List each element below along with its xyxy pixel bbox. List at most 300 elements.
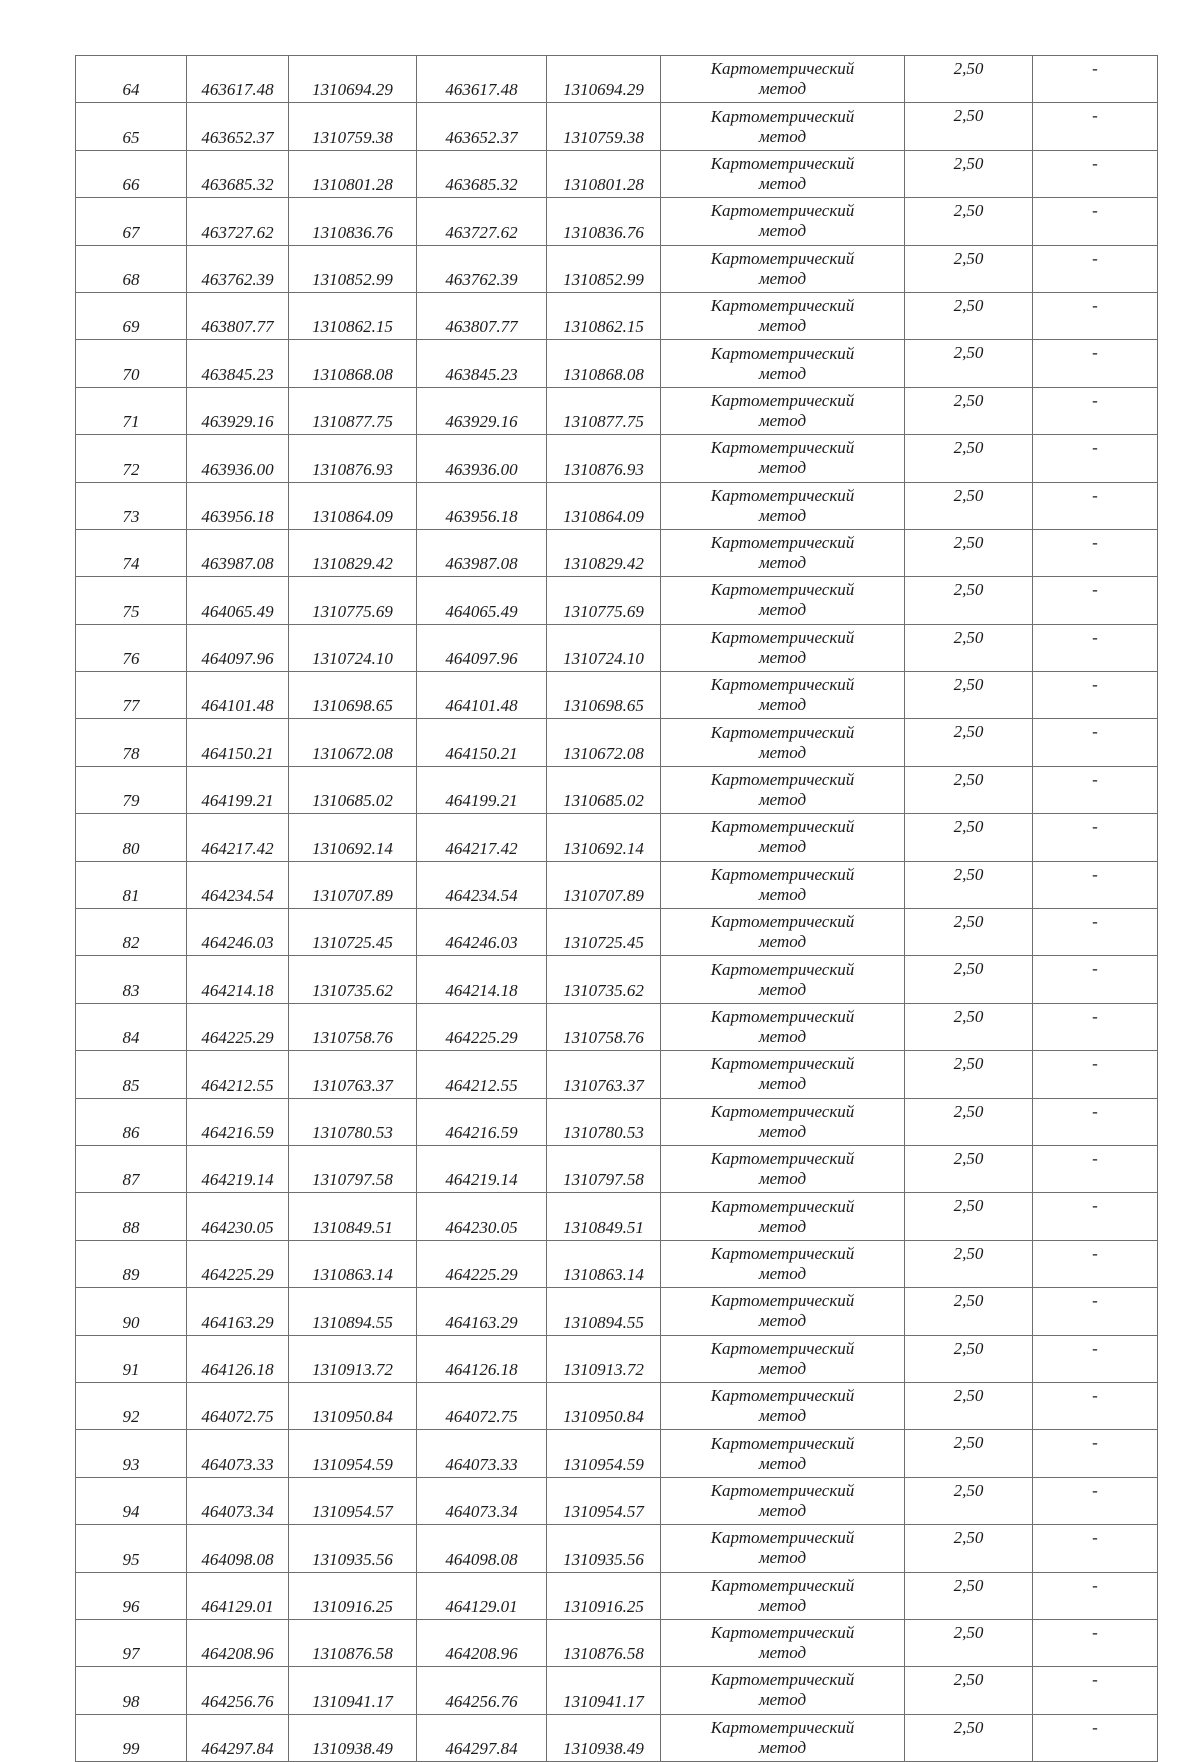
point-number-cell: 74	[76, 529, 187, 576]
method-cell	[661, 1288, 905, 1335]
note-cell: -	[1033, 909, 1158, 956]
precision-cell: 2,50	[905, 956, 1033, 1003]
specified-x-cell: 464216.59	[417, 1098, 547, 1145]
method-cell	[661, 1335, 905, 1382]
specified-x-cell: 464217.42	[417, 814, 547, 861]
method-label-continued: метод	[758, 1216, 807, 1236]
table-row	[76, 1240, 1158, 1287]
precision-cell: 2,50	[905, 672, 1033, 719]
method-label-continued: метод	[758, 553, 807, 573]
method-label-continued: метод	[758, 1500, 807, 1520]
method-label-continued: метод	[758, 316, 807, 336]
precision-cell: 2,50	[905, 1051, 1033, 1098]
method-label-continued: метод	[758, 221, 807, 241]
existing-x-cell: 464234.54	[187, 861, 289, 908]
method-label-continued: метод	[758, 1406, 807, 1426]
specified-x-cell: 463956.18	[417, 482, 547, 529]
point-number-cell: 93	[76, 1430, 187, 1477]
specified-y-cell: 1310672.08	[547, 719, 661, 766]
method-label: Картометрический	[710, 817, 855, 837]
note-cell: -	[1033, 1098, 1158, 1145]
method-label: Картометрический	[710, 1149, 855, 1169]
specified-x-cell: 464225.29	[417, 1240, 547, 1287]
table-row	[76, 1572, 1158, 1619]
precision-cell: 2,50	[905, 577, 1033, 624]
point-number-cell: 86	[76, 1098, 187, 1145]
method-label: Картометрический	[710, 722, 855, 742]
note-cell: -	[1033, 245, 1158, 292]
method-cell	[661, 766, 905, 813]
precision-cell: 2,50	[905, 529, 1033, 576]
precision-cell: 2,50	[905, 1098, 1033, 1145]
precision-cell: 2,50	[905, 435, 1033, 482]
existing-x-cell: 463727.62	[187, 198, 289, 245]
method-label-continued: метод	[758, 410, 807, 430]
specified-x-cell: 464225.29	[417, 1003, 547, 1050]
existing-y-cell: 1310877.75	[289, 387, 417, 434]
point-number-cell: 95	[76, 1525, 187, 1572]
table-row	[76, 1477, 1158, 1524]
table-row	[76, 292, 1158, 339]
method-label: Картометрический	[710, 59, 855, 79]
existing-y-cell: 1310894.55	[289, 1288, 417, 1335]
method-label-continued: метод	[758, 1027, 807, 1046]
specified-x-cell: 464208.96	[417, 1619, 547, 1666]
existing-y-cell: 1310725.45	[289, 909, 417, 956]
point-number-cell: 87	[76, 1145, 187, 1192]
method-cell	[661, 245, 905, 292]
method-label: Картометрический	[710, 912, 855, 932]
method-label: Картометрический	[710, 959, 855, 979]
existing-y-cell: 1310864.09	[289, 482, 417, 529]
existing-y-cell: 1310780.53	[289, 1098, 417, 1145]
note-cell: -	[1033, 103, 1158, 150]
note-cell: -	[1033, 1145, 1158, 1192]
table-row	[76, 1193, 1158, 1240]
table-row	[76, 482, 1158, 529]
note-cell: -	[1033, 1477, 1158, 1524]
method-label: Картометрический	[710, 580, 855, 600]
table-row	[76, 340, 1158, 387]
method-cell	[661, 529, 905, 576]
method-cell	[661, 340, 905, 387]
table-row	[76, 861, 1158, 908]
specified-y-cell: 1310950.84	[547, 1382, 661, 1429]
method-label: Картометрический	[710, 1528, 855, 1548]
table-row	[76, 245, 1158, 292]
existing-y-cell: 1310954.57	[289, 1477, 417, 1524]
method-cell	[661, 624, 905, 671]
existing-x-cell: 464126.18	[187, 1335, 289, 1382]
existing-y-cell: 1310941.17	[289, 1667, 417, 1714]
existing-x-cell: 463845.23	[187, 340, 289, 387]
method-cell	[661, 577, 905, 624]
method-label-continued: метод	[758, 363, 807, 383]
method-label-continued: метод	[758, 505, 807, 525]
precision-cell: 2,50	[905, 387, 1033, 434]
existing-x-cell: 463762.39	[187, 245, 289, 292]
specified-y-cell: 1310758.76	[547, 1003, 661, 1050]
table-row	[76, 1525, 1158, 1572]
method-label: Картометрический	[710, 485, 855, 505]
point-number-cell: 97	[76, 1619, 187, 1666]
method-cell	[661, 1193, 905, 1240]
table-row	[76, 1145, 1158, 1192]
specified-y-cell: 1310877.75	[547, 387, 661, 434]
existing-x-cell: 463652.37	[187, 103, 289, 150]
point-number-cell: 71	[76, 387, 187, 434]
precision-cell: 2,50	[905, 56, 1033, 103]
specified-x-cell: 463727.62	[417, 198, 547, 245]
point-number-cell: 99	[76, 1714, 187, 1761]
method-label-continued: метод	[758, 647, 807, 667]
point-number-cell: 84	[76, 1003, 187, 1050]
existing-x-cell: 463617.48	[187, 56, 289, 103]
method-label: Картометрический	[710, 1196, 855, 1216]
table-row	[76, 577, 1158, 624]
method-label: Картометрический	[710, 1670, 855, 1690]
existing-x-cell: 464101.48	[187, 672, 289, 719]
method-label: Картометрический	[710, 296, 855, 316]
table-row	[76, 1430, 1158, 1477]
precision-cell: 2,50	[905, 292, 1033, 339]
method-label-continued: метод	[758, 1548, 807, 1568]
point-number-cell: 89	[76, 1240, 187, 1287]
specified-y-cell: 1310938.49	[547, 1714, 661, 1761]
existing-y-cell: 1310868.08	[289, 340, 417, 387]
precision-cell: 2,50	[905, 624, 1033, 671]
existing-y-cell: 1310672.08	[289, 719, 417, 766]
method-label-continued: метод	[758, 1690, 807, 1710]
method-cell	[661, 1382, 905, 1429]
existing-y-cell: 1310935.56	[289, 1525, 417, 1572]
specified-x-cell: 464072.75	[417, 1382, 547, 1429]
method-cell	[661, 387, 905, 434]
existing-x-cell: 463987.08	[187, 529, 289, 576]
table-body	[76, 56, 1158, 1762]
table-row	[76, 672, 1158, 719]
point-number-cell: 77	[76, 672, 187, 719]
specified-x-cell: 464163.29	[417, 1288, 547, 1335]
existing-y-cell: 1310876.58	[289, 1619, 417, 1666]
specified-x-cell: 464246.03	[417, 909, 547, 956]
point-number-cell: 73	[76, 482, 187, 529]
existing-y-cell: 1310707.89	[289, 861, 417, 908]
note-cell: -	[1033, 56, 1158, 103]
note-cell: -	[1033, 814, 1158, 861]
method-cell	[661, 292, 905, 339]
precision-cell: 2,50	[905, 719, 1033, 766]
point-number-cell: 67	[76, 198, 187, 245]
method-cell	[661, 103, 905, 150]
precision-cell: 2,50	[905, 1619, 1033, 1666]
note-cell: -	[1033, 624, 1158, 671]
specified-x-cell: 464214.18	[417, 956, 547, 1003]
point-number-cell: 79	[76, 766, 187, 813]
method-label-continued: метод	[758, 742, 807, 762]
note-cell: -	[1033, 1382, 1158, 1429]
point-number-cell: 91	[76, 1335, 187, 1382]
specified-y-cell: 1310852.99	[547, 245, 661, 292]
method-label-continued: метод	[758, 1643, 807, 1663]
note-cell: -	[1033, 198, 1158, 245]
precision-cell: 2,50	[905, 1667, 1033, 1714]
existing-x-cell: 464150.21	[187, 719, 289, 766]
existing-x-cell: 464230.05	[187, 1193, 289, 1240]
existing-x-cell: 464246.03	[187, 909, 289, 956]
point-number-cell: 78	[76, 719, 187, 766]
method-cell	[661, 1477, 905, 1524]
method-label: Картометрический	[710, 438, 855, 458]
method-cell	[661, 198, 905, 245]
note-cell: -	[1033, 1003, 1158, 1050]
method-cell	[661, 719, 905, 766]
specified-x-cell: 463762.39	[417, 245, 547, 292]
specified-y-cell: 1310876.93	[547, 435, 661, 482]
specified-x-cell: 464073.33	[417, 1430, 547, 1477]
table-row	[76, 1714, 1158, 1761]
method-label-continued: метод	[758, 1358, 807, 1378]
method-label-continued: метод	[758, 1595, 807, 1615]
method-label: Картометрический	[710, 1101, 855, 1121]
method-label-continued: метод	[758, 1121, 807, 1141]
existing-x-cell: 463936.00	[187, 435, 289, 482]
existing-x-cell: 464225.29	[187, 1003, 289, 1050]
point-number-cell: 80	[76, 814, 187, 861]
point-number-cell: 68	[76, 245, 187, 292]
existing-x-cell: 463807.77	[187, 292, 289, 339]
method-cell	[661, 150, 905, 197]
precision-cell: 2,50	[905, 909, 1033, 956]
method-cell	[661, 909, 905, 956]
existing-x-cell: 464256.76	[187, 1667, 289, 1714]
specified-y-cell: 1310954.59	[547, 1430, 661, 1477]
note-cell: -	[1033, 956, 1158, 1003]
precision-cell: 2,50	[905, 1240, 1033, 1287]
existing-y-cell: 1310692.14	[289, 814, 417, 861]
method-cell	[661, 1525, 905, 1572]
method-label: Картометрический	[710, 343, 855, 363]
method-label-continued: метод	[758, 79, 807, 99]
point-number-cell: 69	[76, 292, 187, 339]
precision-cell: 2,50	[905, 1477, 1033, 1524]
existing-y-cell: 1310801.28	[289, 150, 417, 197]
method-cell	[661, 1145, 905, 1192]
table-row	[76, 1382, 1158, 1429]
specified-x-cell: 464073.34	[417, 1477, 547, 1524]
point-number-cell: 96	[76, 1572, 187, 1619]
specified-x-cell: 464199.21	[417, 766, 547, 813]
existing-y-cell: 1310950.84	[289, 1382, 417, 1429]
method-label: Картометрический	[710, 1480, 855, 1500]
table-row	[76, 909, 1158, 956]
coordinates-table	[75, 55, 1158, 1762]
point-number-cell: 90	[76, 1288, 187, 1335]
existing-x-cell: 464225.29	[187, 1240, 289, 1287]
note-cell: -	[1033, 1335, 1158, 1382]
existing-x-cell: 464199.21	[187, 766, 289, 813]
existing-y-cell: 1310916.25	[289, 1572, 417, 1619]
note-cell: -	[1033, 150, 1158, 197]
specified-y-cell: 1310763.37	[547, 1051, 661, 1098]
point-number-cell: 94	[76, 1477, 187, 1524]
method-label: Картометрический	[710, 1386, 855, 1406]
specified-x-cell: 463685.32	[417, 150, 547, 197]
table-row	[76, 719, 1158, 766]
existing-y-cell: 1310724.10	[289, 624, 417, 671]
specified-x-cell: 464230.05	[417, 1193, 547, 1240]
method-label: Картометрический	[710, 1291, 855, 1311]
existing-y-cell: 1310694.29	[289, 56, 417, 103]
method-label: Картометрический	[710, 201, 855, 221]
existing-y-cell: 1310863.14	[289, 1240, 417, 1287]
method-label-continued: метод	[758, 126, 807, 146]
note-cell: -	[1033, 1572, 1158, 1619]
method-label: Картометрический	[710, 106, 855, 126]
note-cell: -	[1033, 1430, 1158, 1477]
specified-x-cell: 464065.49	[417, 577, 547, 624]
specified-y-cell: 1310724.10	[547, 624, 661, 671]
point-number-cell: 65	[76, 103, 187, 150]
note-cell: -	[1033, 1714, 1158, 1761]
existing-y-cell: 1310836.76	[289, 198, 417, 245]
note-cell: -	[1033, 1240, 1158, 1287]
point-number-cell: 98	[76, 1667, 187, 1714]
specified-y-cell: 1310863.14	[547, 1240, 661, 1287]
method-label: Картометрический	[710, 390, 855, 410]
method-label-continued: метод	[758, 932, 807, 952]
method-label: Картометрический	[710, 248, 855, 268]
point-number-cell: 88	[76, 1193, 187, 1240]
table-row	[76, 1619, 1158, 1666]
specified-x-cell: 464097.96	[417, 624, 547, 671]
specified-y-cell: 1310707.89	[547, 861, 661, 908]
existing-x-cell: 464219.14	[187, 1145, 289, 1192]
method-label: Картометрический	[710, 627, 855, 647]
precision-cell: 2,50	[905, 1193, 1033, 1240]
existing-x-cell: 464216.59	[187, 1098, 289, 1145]
specified-x-cell: 464212.55	[417, 1051, 547, 1098]
specified-y-cell: 1310694.29	[547, 56, 661, 103]
method-cell	[661, 814, 905, 861]
specified-y-cell: 1310849.51	[547, 1193, 661, 1240]
precision-cell: 2,50	[905, 1003, 1033, 1050]
existing-x-cell: 464097.96	[187, 624, 289, 671]
method-label: Картометрический	[710, 1243, 855, 1263]
precision-cell: 2,50	[905, 814, 1033, 861]
existing-x-cell: 464212.55	[187, 1051, 289, 1098]
table-row	[76, 1098, 1158, 1145]
specified-y-cell: 1310868.08	[547, 340, 661, 387]
existing-y-cell: 1310735.62	[289, 956, 417, 1003]
specified-y-cell: 1310864.09	[547, 482, 661, 529]
specified-y-cell: 1310801.28	[547, 150, 661, 197]
method-label-continued: метод	[758, 1169, 807, 1189]
specified-x-cell: 464150.21	[417, 719, 547, 766]
table-row	[76, 1003, 1158, 1050]
existing-x-cell: 464217.42	[187, 814, 289, 861]
method-label: Картометрический	[710, 1007, 855, 1026]
point-number-cell: 72	[76, 435, 187, 482]
table-row	[76, 387, 1158, 434]
existing-y-cell: 1310759.38	[289, 103, 417, 150]
specified-x-cell: 463987.08	[417, 529, 547, 576]
existing-x-cell: 464073.33	[187, 1430, 289, 1477]
specified-y-cell: 1310685.02	[547, 766, 661, 813]
table-row	[76, 624, 1158, 671]
method-label-continued: метод	[758, 458, 807, 478]
existing-y-cell: 1310829.42	[289, 529, 417, 576]
existing-y-cell: 1310849.51	[289, 1193, 417, 1240]
note-cell: -	[1033, 340, 1158, 387]
existing-y-cell: 1310913.72	[289, 1335, 417, 1382]
point-number-cell: 82	[76, 909, 187, 956]
specified-y-cell: 1310698.65	[547, 672, 661, 719]
method-label: Картометрический	[710, 864, 855, 884]
specified-y-cell: 1310775.69	[547, 577, 661, 624]
point-number-cell: 83	[76, 956, 187, 1003]
note-cell: -	[1033, 1051, 1158, 1098]
table-row	[76, 1667, 1158, 1714]
existing-x-cell: 464129.01	[187, 1572, 289, 1619]
specified-x-cell: 463807.77	[417, 292, 547, 339]
note-cell: -	[1033, 435, 1158, 482]
table-row	[76, 1335, 1158, 1382]
specified-x-cell: 464129.01	[417, 1572, 547, 1619]
method-label: Картометрический	[710, 770, 855, 790]
specified-x-cell: 464297.84	[417, 1714, 547, 1761]
precision-cell: 2,50	[905, 1714, 1033, 1761]
method-label-continued: метод	[758, 173, 807, 193]
specified-y-cell: 1310935.56	[547, 1525, 661, 1572]
precision-cell: 2,50	[905, 150, 1033, 197]
precision-cell: 2,50	[905, 1572, 1033, 1619]
method-label-continued: метод	[758, 695, 807, 715]
specified-y-cell: 1310725.45	[547, 909, 661, 956]
specified-x-cell: 463929.16	[417, 387, 547, 434]
table-row	[76, 1288, 1158, 1335]
note-cell: -	[1033, 861, 1158, 908]
method-label: Картометрический	[710, 1054, 855, 1074]
specified-x-cell: 463617.48	[417, 56, 547, 103]
method-label-continued: метод	[758, 1311, 807, 1331]
existing-x-cell: 463929.16	[187, 387, 289, 434]
existing-y-cell: 1310775.69	[289, 577, 417, 624]
method-cell	[661, 1714, 905, 1761]
point-number-cell: 76	[76, 624, 187, 671]
method-label: Картометрический	[710, 1575, 855, 1595]
method-cell	[661, 1051, 905, 1098]
method-label-continued: метод	[758, 1074, 807, 1094]
precision-cell: 2,50	[905, 1288, 1033, 1335]
method-cell	[661, 435, 905, 482]
note-cell: -	[1033, 387, 1158, 434]
existing-x-cell: 464214.18	[187, 956, 289, 1003]
point-number-cell: 64	[76, 56, 187, 103]
specified-x-cell: 464126.18	[417, 1335, 547, 1382]
specified-x-cell: 464234.54	[417, 861, 547, 908]
existing-y-cell: 1310852.99	[289, 245, 417, 292]
note-cell: -	[1033, 719, 1158, 766]
specified-y-cell: 1310735.62	[547, 956, 661, 1003]
method-label-continued: метод	[758, 1453, 807, 1473]
method-cell	[661, 1430, 905, 1477]
existing-y-cell: 1310862.15	[289, 292, 417, 339]
precision-cell: 2,50	[905, 766, 1033, 813]
point-number-cell: 92	[76, 1382, 187, 1429]
precision-cell: 2,50	[905, 340, 1033, 387]
table-row	[76, 1051, 1158, 1098]
